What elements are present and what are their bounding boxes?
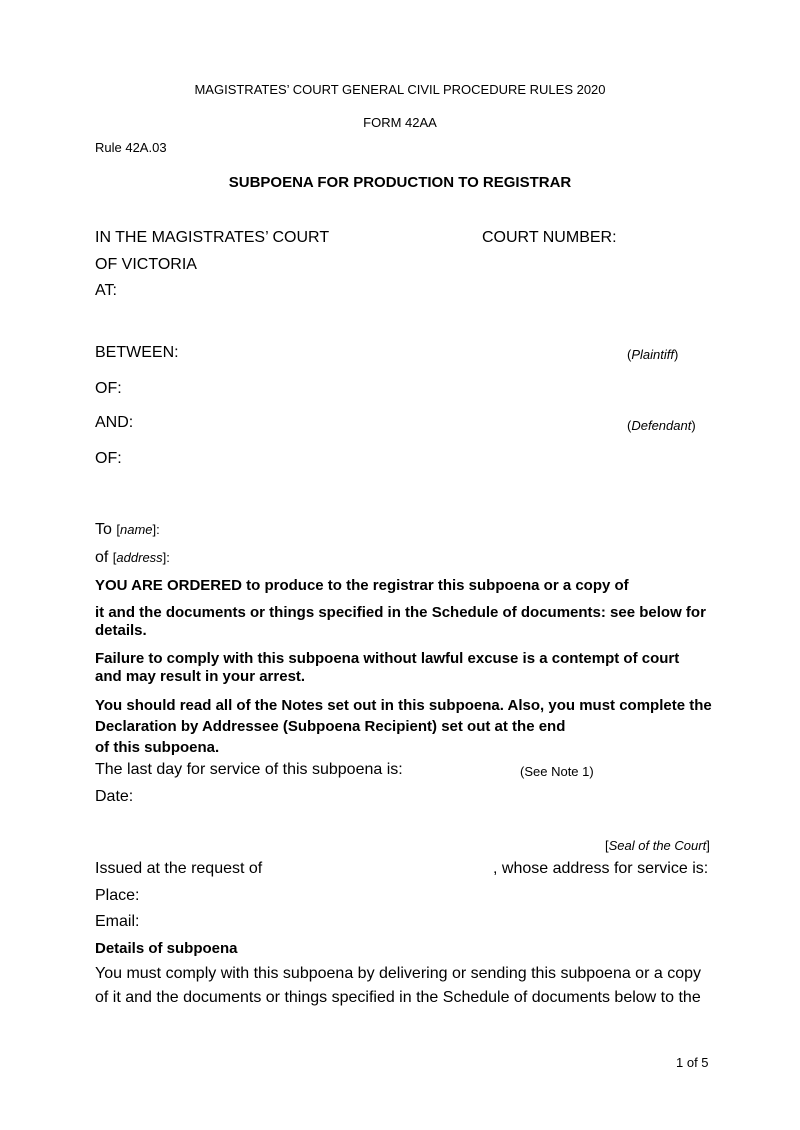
court-line-2: OF VICTORIA [95,256,197,273]
rule-reference: Rule 42A.03 [95,140,167,155]
defendant-role: (Defendant) [627,418,696,433]
document-title: SUBPOENA FOR PRODUCTION TO REGISTRAR [228,174,572,191]
issued-request-label: Issued at the request of [95,860,263,877]
date-label: Date: [95,788,134,805]
court-number-label: COURT NUMBER: [482,229,617,246]
last-day-service-label: The last day for service of this subpoena is: [95,761,403,778]
of-address-line: of [address]: [95,549,170,566]
and-label: AND: [95,414,134,431]
plaintiff-role: (Plaintiff) [627,347,679,362]
ordered-line-1: YOU ARE ORDERED to produce to the registrar this subpoena or a copy of [95,577,629,594]
to-name-line: To [name]: [95,521,160,538]
form-number: FORM 42AA [363,115,437,130]
page-number: 1 of 5 [676,1055,709,1070]
court-line-1: IN THE MAGISTRATES’ COURT [95,229,330,246]
email-label: Email: [95,913,140,930]
details-heading: Details of subpoena [95,940,238,957]
see-note-1: (See Note 1) [520,764,594,779]
details-body: You must comply with this subpoena by delivering or sending this subpoena or a copy of it and the documents or things specified in the Schedule of documents below to the [95,965,701,1006]
between-label: BETWEEN: [95,344,179,361]
notes-instruction: You should read all of the Notes set out in this subpoena. Also, you must complete the Declaration by Addressee (Subpoena Recipient) set out at the end [95,697,712,735]
defendant-of-label: OF: [95,450,122,467]
rules-title: MAGISTRATES’ COURT GENERAL CIVIL PROCEDURE RULES 2020 [194,82,606,97]
court-at-label: AT: [95,282,117,299]
seal-of-court: [Seal of the Court] [605,838,710,853]
failure-warning: Failure to comply with this subpoena without lawful excuse is a contempt of court and may result in your arrest. [95,650,680,685]
ordered-line-2: it and the documents or things specified in the Schedule of documents: see below for details. [95,604,706,639]
notes-instruction-end: of this subpoena. [95,739,220,756]
address-for-service-label: , whose address for service is: [493,860,709,877]
plaintiff-of-label: OF: [95,380,122,397]
place-label: Place: [95,887,140,904]
